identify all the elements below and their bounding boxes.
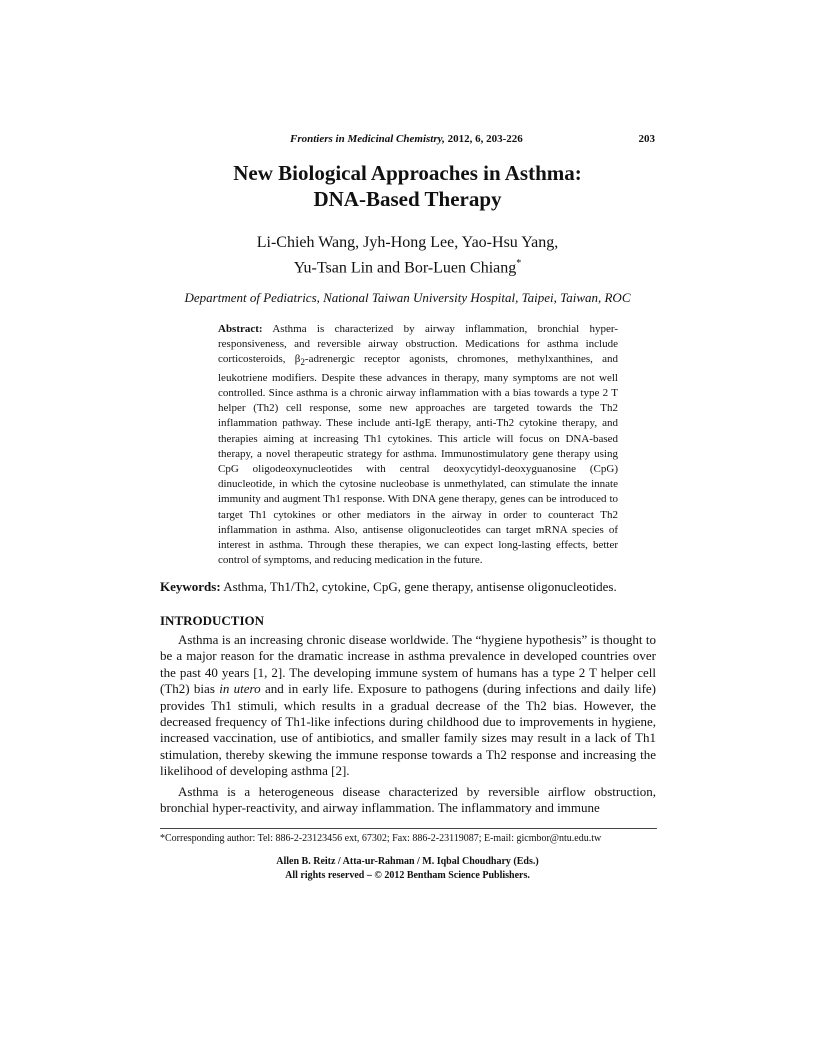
editors-line: Allen B. Reitz / Atta-ur-Rahman / M. Iqbal Choudhary (Eds.)	[276, 856, 539, 867]
p1-text-b: and in early life. Exposure to pathogens (during infections and daily life) provides Th1 stimuli, which results in a gradual decrease of the Th2 bias. However, the decreased frequency of Th1-like infections during childhood due to improvements in hygiene, increased vaccination, use of antibiotics, and smaller family sizes may result in a lack of Th1 stimulation, thereby skewing the immune response towards a Th2 response and increasing the likelihood of developing asthma [2].	[160, 681, 656, 779]
copyright-line: All rights reserved – © 2012 Bentham Science Publishers.	[285, 870, 530, 881]
p1-italic: in utero	[219, 681, 261, 697]
corresponding-author-footnote: *Corresponding author: Tel: 886-2-23123456 ext, 67302; Fax: 886-2-23119087; E-mail: gicmbor@ntu.edu.tw	[160, 833, 602, 844]
keywords-text: Asthma, Th1/Th2, cytokine, CpG, gene therapy, antisense oligonucleotides.	[220, 579, 617, 594]
authors-line-2: Yu-Tsan Lin and Bor-Luen Chiang	[293, 259, 517, 277]
keywords-label: Keywords:	[160, 579, 221, 594]
running-head	[160, 133, 655, 149]
abstract-label: Abstract:	[218, 323, 263, 335]
beta-subscript: 2	[300, 357, 305, 368]
author-list	[160, 232, 655, 278]
introduction-body	[160, 632, 656, 820]
title-line-1: New Biological Approaches in Asthma:	[233, 161, 582, 185]
abstract-text-1: Asthma is characterized by airway inflammation, bronchial hyper-responsiveness, and reversible airway obstruction. Medications for asthma include corticosteroids,	[218, 323, 618, 366]
intro-paragraph-1	[160, 632, 656, 780]
abstract-text-2: -adrenergic receptor agonists, chromones, methylxanthines, and leukotriene modifiers. Despite these advances in therapy, many symptoms are not well controlled. Since asthma is a chronic airway inflammation with a bias towards a type 2 T helper (Th2) cell response, some new approaches are targeted towards the Th2 inflammation pathway. These include anti-IgE therapy, anti-Th2 cytokine therapy, and therapies aiming at increasing Th1 cytokines. This article will focus on DNA-based therapy, a novel therapeutic strategy for asthma. Immunostimulatory gene therapy using CpG oligodeoxynucleotides with central deoxycytidyl-deoxyguanosine (CpG) dinucleotide, in which the cytosine nucleobase is unmethylated, can stimulate the innate immunity and augment Th1 response. With DNA gene therapy, genes can be introduced to target Th1 cytokines or other mediators in the airway in order to counteract Th2 inflammation in asthma. Also, antisense oligonucleotides can target mRNA species of interest in asthma. Through these therapies, we can expect long-lasting effects, better control of symptoms, and reducing medication in the future.	[218, 353, 618, 567]
beta-symbol: β	[294, 353, 301, 366]
page-number: 203	[638, 133, 655, 145]
section-heading-introduction: INTRODUCTION	[160, 613, 265, 628]
p1-text-a: Asthma is an increasing chronic disease worldwide. The “hygiene hypothesis” is thought to be a major reason for the dramatic increase in asthma prevalence in developed countries over the past 40 years [1, 2]. The developing immune system of humans has a type 2 T helper cell (Th2) bias	[160, 632, 656, 697]
title-line-2: DNA-Based Therapy	[313, 187, 502, 211]
keywords	[160, 578, 655, 596]
intro-paragraph-2: Asthma is a heterogeneous disease characterized by reversible airflow obstruction, bronchial hyper-reactivity, and airway inflammation. The inflammatory and immune	[160, 783, 656, 816]
article-title	[160, 160, 655, 212]
journal-citation	[290, 133, 523, 145]
authors-line-2-wrap	[160, 253, 655, 278]
footnote-divider	[160, 828, 657, 829]
affiliation: Department of Pediatrics, National Taiwan University Hospital, Taipei, Taiwan, ROC	[184, 290, 631, 305]
journal-details: 2012, 6, 203-226	[444, 133, 523, 145]
corresponding-mark: *	[516, 258, 522, 269]
authors-line-1: Li-Chieh Wang, Jyh-Hong Lee, Yao-Hsu Yang,	[256, 234, 559, 251]
journal-name: Frontiers in Medicinal Chemistry,	[290, 133, 445, 145]
publisher-footer	[160, 855, 655, 883]
abstract	[218, 322, 618, 568]
